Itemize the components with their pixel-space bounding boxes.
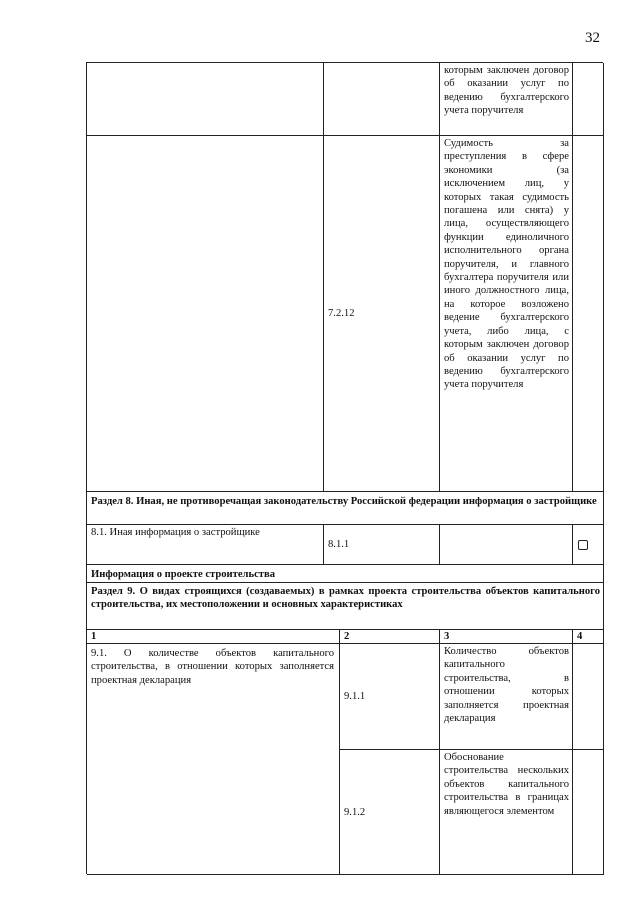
r8-1-col3 [440,525,573,565]
r9-1-1-code-cell [340,644,440,750]
r9-1-1-code: 9.1.1 [344,691,366,703]
r7-cont-col1 [87,63,324,136]
r8-1-label: 8.1. Иная информация о застройщике [87,525,324,565]
r8-1-code: 8.1.1 [328,539,350,551]
r7-2-12-code-cell [324,136,440,492]
header-col-1: 1 [87,630,340,644]
r7-2-12-col1 [87,136,324,492]
page-number: 32 [585,30,600,46]
r7-2-12-text: Судимость за преступления в сфере экономики (за исключением лиц, у которых такая судимость погашена или снята) у лица, осуществляющего функции единоличного исполнительного органа поручителя, и главного бухгалтера поручителя или иного должностного лица, на которое возложено ведение бухгалтерского учета, либо лица, с которым заключен договор об оказании услуг по ведению бухгалтерского учета поручителя [440,136,573,492]
r9-1-label: 9.1. О количестве объектов капитального строительства, в отношении которых заполняется проектная декларация [87,644,340,875]
r9-1-2-code-cell [340,750,440,875]
header-col-2: 2 [340,630,440,644]
r9-1-1-col4 [573,644,604,750]
r7-cont-text: которым заключен договор об оказании услуг по ведению бухгалтерского учета поручителя [440,63,573,136]
header-col-3: 3 [440,630,573,644]
r9-1-2-code: 9.1.2 [344,806,366,818]
declaration-table [86,62,603,874]
r7-2-12-code: 7.2.12 [328,308,355,320]
r7-2-12-col4 [573,136,604,492]
r9-1-1-text: Количество объектов капитального строительства, в отношении которых заполняется проектная декларация [440,644,573,750]
r7-cont-col4 [573,63,604,136]
header-col-4: 4 [573,630,604,644]
r9-1-2-text: Обоснование строительства нескольких объектов капитального строительства в границах являющегося элементом [440,750,573,875]
section-9-title: Раздел 9. О видах строящихся (создаваемых) в рамках проекта строительства объектов капитального строительства, их местоположении и основных характеристиках [87,583,604,630]
r8-1-code-cell [324,525,440,565]
r8-1-checkbox[interactable] [578,540,588,550]
project-info-title: Информация о проекте строительства [87,565,604,583]
r9-1-2-col4 [573,750,604,875]
r7-cont-col2 [324,63,440,136]
section-8-title: Раздел 8. Иная, не противоречащая законодательству Российской федерации информация о застройщике [87,492,604,525]
